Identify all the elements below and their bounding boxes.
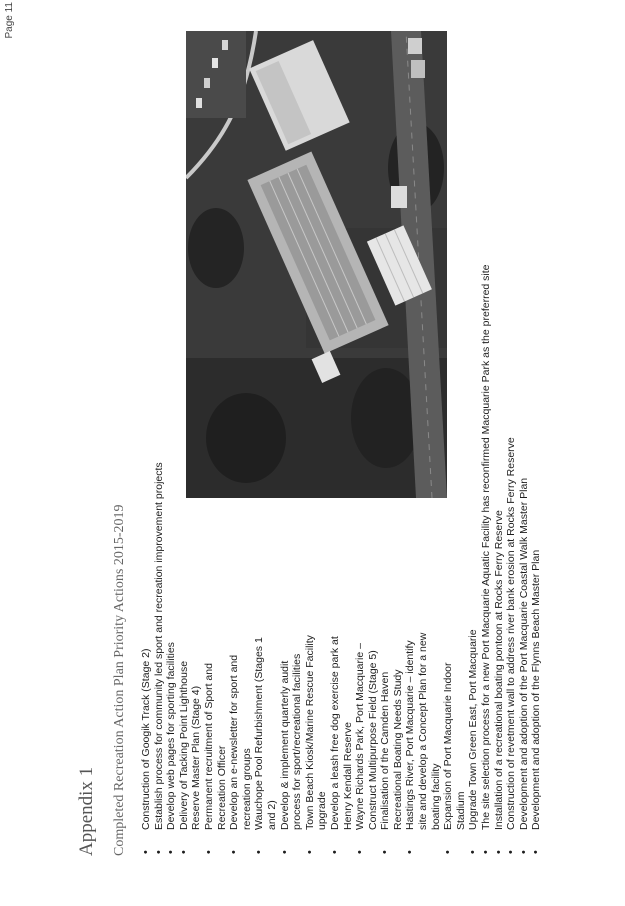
aerial-photo-illustration [186,31,447,498]
list-item: • Develop an e-newsletter for sport and recreation groups [228,625,253,836]
list-item: • Construction of Googik Track (Stage 2) [140,625,153,836]
page-number: Page 11 [4,2,15,39]
list-item: • Wayne Richards Park, Port Macquarie – Construct Multipurpose Field (Stage 5) [354,625,379,836]
list-item: • Installation of a recreational boating pontoon at Rocks Ferry Reserve [493,270,506,836]
list-item: • Hastings River, Port Macquarie – identify site and develop a Concept Plan for a new boating facility [404,625,442,836]
section-subtitle: Completed Recreation Action Plan Priority Actions 2015-2019 [112,504,127,856]
appendix-title: Appendix 1 [76,766,97,856]
aerial-photo-aquatic-site [186,31,447,498]
list-item: • Develop a leash free dog exercise park at Henry Kendall Reserve [329,625,354,836]
list-item: • Delivery of Tacking Point Lighthouse Reserve Master Plan (Stage 4) [178,625,203,836]
list-item: • Establish process for community led sport and recreation improvement projects [153,270,166,836]
list-item: • The site selection process for a new Port Macquarie Aquatic Facility has reconfirmed Macquarie Park as the preferred site [480,270,493,836]
list-item: • Finalisation of the Camden Haven Recreational Boating Needs Study [379,625,404,836]
list-item: • Expansion of Port Macquarie Indoor Stadium [442,625,467,836]
list-item: • Develop web pages for sporting facilities [165,625,178,836]
list-item: • Develop & implement quarterly audit process for sport/recreational facilities [279,625,304,836]
list-item: • Upgrade Town Green East, Port Macquarie [467,625,480,836]
list-item: • Construction of revetment wall to address river bank erosion at Rocks Ferry Reserve [505,270,518,836]
list-item: • Development and adoption of the Flynns Beach Master Plan [530,270,543,836]
list-item: • Development and adoption of the Port Macquarie Coastal Walk Master Plan [518,270,531,836]
list-item: • Town Beach Kiosk/Marine Rescue Facility upgrade [304,625,329,836]
list-item: • Permanent recruitment of Sport and Recreation Officer [203,625,228,836]
list-item: • Wauchope Pool Refurbishment (Stages 1 and 2) [253,625,278,836]
